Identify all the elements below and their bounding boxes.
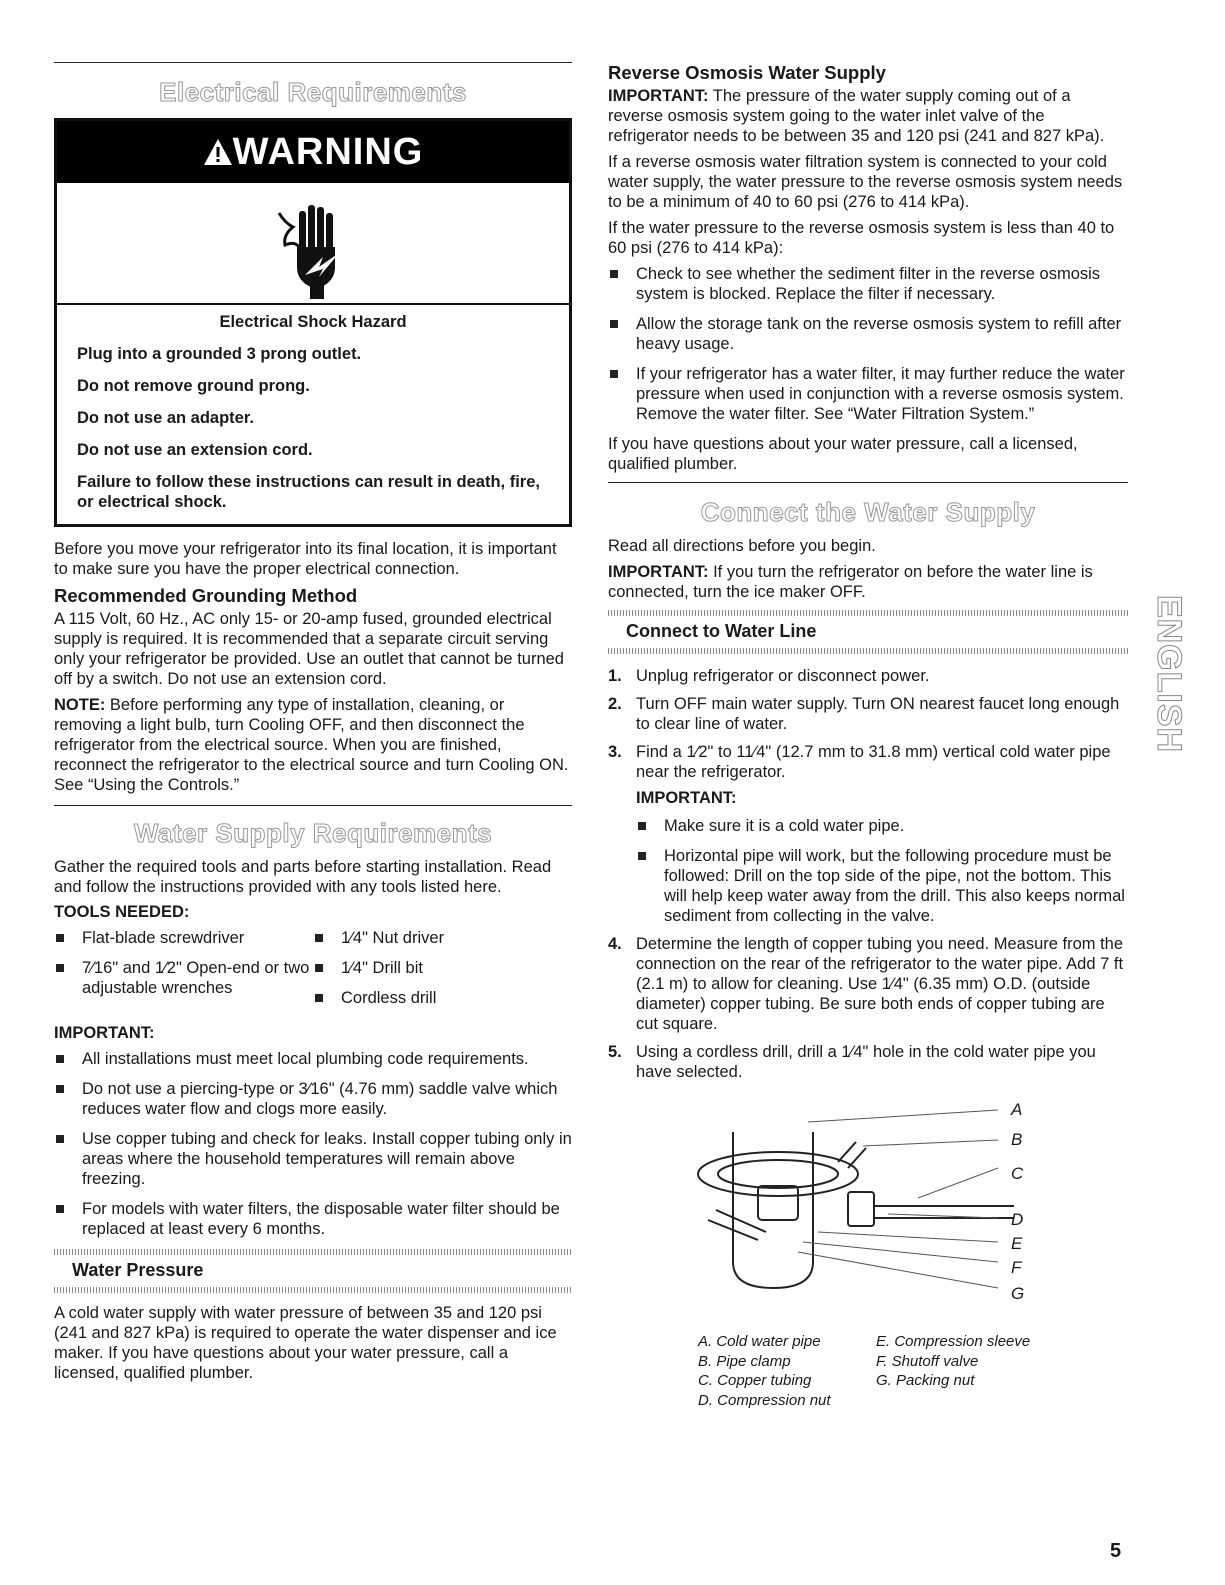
list-item: 1⁄4" Nut driver xyxy=(313,928,572,948)
warning-line: Failure to follow these instructions can result in death, fire, or electrical shock. xyxy=(77,473,540,511)
water-supply-heading: Water Supply Requirements xyxy=(133,818,493,848)
steps-list xyxy=(608,666,1128,1082)
connect-line-heading: Connect to Water Line xyxy=(626,621,817,641)
hazard-title: Electrical Shock Hazard xyxy=(219,313,407,331)
step-item: 3. Find a 1⁄2" to 11⁄4" (12.7 mm to 31.8 mm) vertical cold water pipe near the refrigerator. IMPORTANT: Make sure it is a cold water pipe. Horizontal pipe will work, but the following procedure must be followed: Drill on the top side of the pipe, not the bottom. This will help keep water away from the drill. This also keeps normal sediment from collecting in the valve. xyxy=(608,742,1128,926)
note-paragraph: NOTE: Before performing any type of installation, cleaning, or removing a light bulb, turn Cooling OFF, and then disconnect the refrigerator from the electrical source. When you are finished, reconnect the refrigerator to the electrical source and turn Cooling ON. See “Using the Controls.” xyxy=(54,696,569,794)
ro-important: IMPORTANT: The pressure of the water supply coming out of a reverse osmosis system going to the water inlet valve of the refrigerator needs to be between 35 and 120 psi (241 and 827 kPa). xyxy=(608,87,1105,145)
list-item: Horizontal pipe will work, but the following procedure must be followed: Drill on the top side of the pipe, not the bottom. This will help keep water away from the drill. This also keeps normal sediment from collecting in the valve. xyxy=(636,846,1128,926)
tools-list xyxy=(54,928,572,1024)
warning-text xyxy=(57,305,569,524)
list-item: 1⁄4" Drill bit xyxy=(313,958,572,978)
ro-list xyxy=(608,264,1128,424)
warning-line: Plug into a grounded 3 prong outlet. xyxy=(77,345,362,363)
list-item: Check to see whether the sediment filter in the reverse osmosis system is blocked. Replace the filter if necessary. xyxy=(608,264,1128,304)
section-rule xyxy=(54,805,572,806)
ro-heading: Reverse Osmosis Water Supply xyxy=(608,62,886,83)
hatch-divider xyxy=(54,1287,572,1293)
caption: G. Packing nut xyxy=(876,1372,975,1389)
page-number: 5 xyxy=(1110,1540,1122,1562)
warning-header xyxy=(57,121,569,183)
ro-paragraph: If the water pressure to the reverse osmosis system is less than 40 to 60 psi (276 to 414 kPa): xyxy=(608,219,1115,257)
list-item: Cordless drill xyxy=(313,988,572,1008)
caption: F. Shutoff valve xyxy=(876,1352,979,1370)
connect-paragraph: Read all directions before you begin. xyxy=(608,537,876,555)
caption: D. Compression nut xyxy=(698,1391,831,1409)
important-heading: IMPORTANT: xyxy=(54,1024,155,1042)
ro-paragraph: If you have questions about your water pressure, call a licensed, qualified plumber. xyxy=(608,435,1078,473)
water-pressure-text: A cold water supply with water pressure of between 35 and 120 psi (241 and 827 kPa) is required to operate the water dispenser and ice maker. If you have questions about your water pressure, call a licensed, qualified plumber. xyxy=(54,1304,557,1382)
step-item: 2. Turn OFF main water supply. Turn ON nearest faucet long enough to clear line of water. xyxy=(608,695,1120,733)
caption: C. Copper tubing xyxy=(698,1372,812,1389)
warning-triangle-icon xyxy=(203,123,233,185)
grounding-heading: Recommended Grounding Method xyxy=(54,585,358,606)
water-pressure-heading: Water Pressure xyxy=(72,1260,204,1280)
step-item: 5. Using a cordless drill, drill a 1⁄4" hole in the cold water pipe you have selected. xyxy=(608,1043,1096,1081)
ro-paragraph: If a reverse osmosis water filtration system is connected to your cold water supply, the water pressure to the reverse osmosis system needs to be a minimum of 40 to 60 psi (276 to 414 kPa). xyxy=(608,153,1123,211)
language-side-tab xyxy=(1150,590,1186,760)
connect-line-box xyxy=(608,616,1128,648)
section-rule xyxy=(608,482,1128,483)
section-rule xyxy=(54,62,572,63)
caption: B. Pipe clamp xyxy=(698,1352,791,1370)
list-item: Allow the storage tank on the reverse osmosis system to refill after heavy usage. xyxy=(608,314,1128,354)
warning-line: Do not remove ground prong. xyxy=(77,377,310,395)
caption: E. Compression sleeve xyxy=(876,1333,1031,1350)
grounding-text: A 115 Volt, 60 Hz., AC only 15- or 20-amp fused, grounded electrical supply is required. It is recommended that a separate circuit serving only your refrigerator be provided. Use an outlet that cannot be turned off by a switch. Do not use an extension cord. xyxy=(54,610,564,688)
list-item: Use copper tubing and check for leaks. Install copper tubing only in areas where the household temperatures will remain above freezing. xyxy=(54,1129,572,1189)
list-item: 7⁄16" and 1⁄2" Open-end or two adjustable wrenches xyxy=(54,958,313,998)
hatch-divider xyxy=(608,648,1128,654)
electrical-heading: Electrical Requirements xyxy=(159,77,467,107)
side-tab-label: ENGLISH xyxy=(1150,594,1188,754)
list-item: For models with water filters, the disposable water filter should be replaced at least every 6 months. xyxy=(54,1199,572,1239)
tools-heading: TOOLS NEEDED: xyxy=(54,903,190,921)
list-item: If your refrigerator has a water filter, it may further reduce the water pressure when used in conjunction with a reverse osmosis system. Remove the water filter. See “Water Filtration System.” xyxy=(608,364,1128,424)
saddle-valve-diagram: A B C D E F G xyxy=(608,1102,1128,1332)
connect-important: IMPORTANT: If you turn the refrigerator on before the water line is connected, turn the ice maker OFF. xyxy=(608,563,1093,601)
warning-box xyxy=(54,118,572,527)
warning-line: Do not use an extension cord. xyxy=(77,441,313,459)
water-pressure-box xyxy=(54,1255,572,1287)
diagram-captions xyxy=(698,1332,1128,1410)
shock-hazard-icon xyxy=(57,183,569,305)
list-item: All installations must meet local plumbing code requirements. xyxy=(54,1049,572,1069)
important-list xyxy=(54,1049,572,1239)
warning-title: WARNING xyxy=(232,131,424,173)
connect-heading: Connect the Water Supply xyxy=(700,497,1036,527)
warning-line: Do not use an adapter. xyxy=(77,409,254,427)
step3-important: IMPORTANT: xyxy=(636,789,737,807)
step-item: 1. Unplug refrigerator or disconnect power. xyxy=(608,667,930,685)
water-supply-intro: Gather the required tools and parts before starting installation. Read and follow the instructions provided with any tools listed here. xyxy=(54,858,552,896)
electrical-intro: Before you move your refrigerator into its final location, it is important to make sure you have the proper electrical connection. xyxy=(54,540,557,578)
left-column xyxy=(54,62,572,1389)
list-item: Flat-blade screwdriver xyxy=(54,928,313,948)
right-column xyxy=(608,62,1128,1410)
caption: A. Cold water pipe xyxy=(698,1333,821,1350)
list-item: Make sure it is a cold water pipe. xyxy=(636,816,1128,836)
step-item: 4. Determine the length of copper tubing you need. Measure from the connection on the rear of the refrigerator to the water pipe. Add 7 ft (2.1 m) to allow for cleaning. Use 1⁄4" (6.35 mm) O.D. (outside diameter) copper tubing. Be sure both ends of copper tubing are cut square. xyxy=(608,935,1124,1033)
list-item: Do not use a piercing-type or 3⁄16" (4.76 mm) saddle valve which reduces water flow and clogs more easily. xyxy=(54,1079,572,1119)
